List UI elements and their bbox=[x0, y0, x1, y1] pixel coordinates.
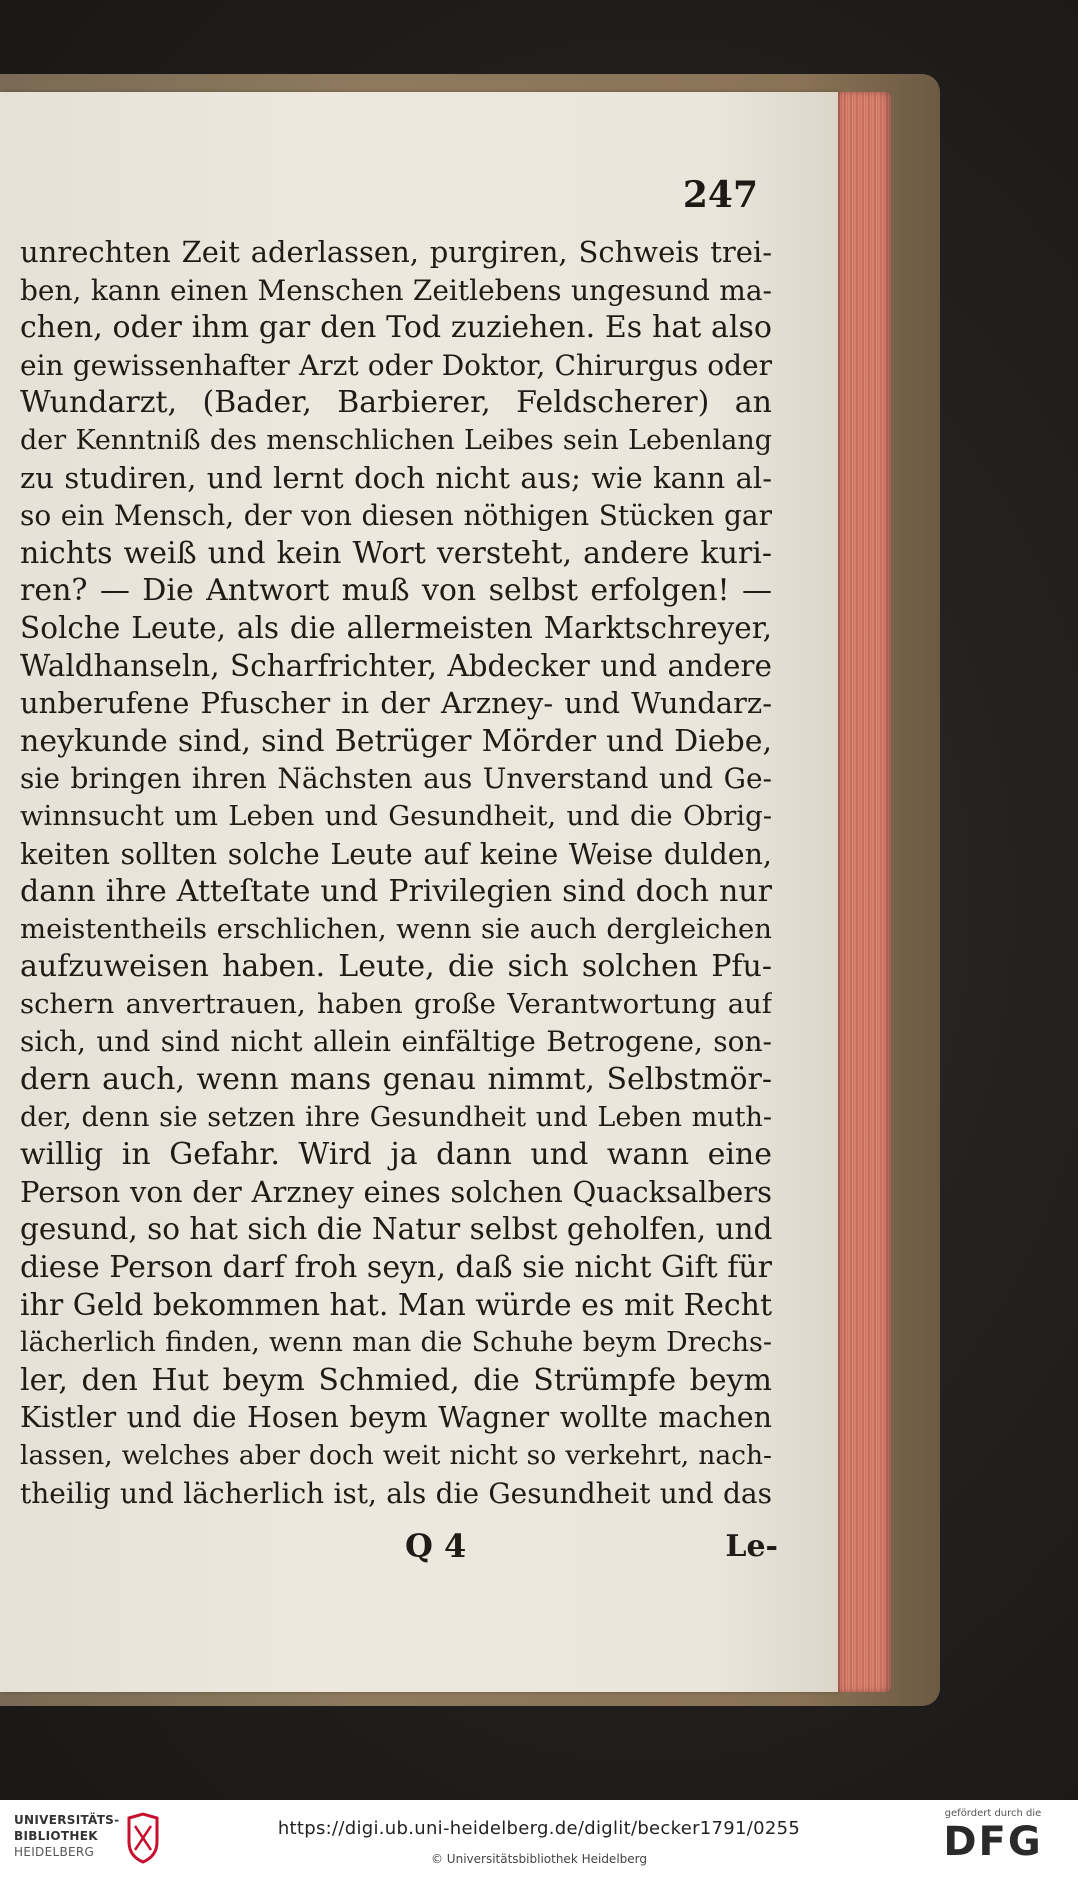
text-line: theilig und lächerlich ist, als die Gesundheit und das bbox=[20, 1476, 772, 1510]
text-line: neykunde sind, sind Betrüger Mörder und Diebe, bbox=[20, 723, 772, 759]
copyright-notice: © Universitätsbibliothek Heidelberg bbox=[430, 1852, 647, 1866]
funder-name: DFG bbox=[943, 1819, 1043, 1865]
funding-note: gefördert durch die bbox=[944, 1808, 1042, 1819]
text-line: lächerlich finden, wenn man die Schuhe beym Drechs- bbox=[20, 1327, 772, 1359]
text-line: gesund, so hat sich die Natur selbst geholfen, und bbox=[20, 1212, 772, 1247]
text-line: sie bringen ihren Nächsten aus Unverstand und Ge- bbox=[20, 762, 772, 796]
text-line: ein gewissenhafter Arzt oder Doktor, Chirurgus oder bbox=[20, 348, 772, 382]
text-line: winnsucht um Leben und Gesundheit, und die Obrig- bbox=[20, 799, 772, 832]
text-line: Person von der Arzney eines solchen Quacksalbers bbox=[20, 1174, 772, 1209]
dfg-logo[interactable] bbox=[928, 1808, 1058, 1865]
text-line: unberufene Pfuscher in der Arzney- und Wundarz- bbox=[20, 686, 772, 721]
text-line: chen, oder ihm gar den Tod zuziehen. Es hat also bbox=[20, 310, 772, 346]
text-line: ihr Geld bekommen hat. Man würde es mit Recht bbox=[20, 1287, 772, 1323]
text-line: aufzuweisen haben. Leute, die sich solchen Pfu- bbox=[20, 949, 772, 985]
page-edges bbox=[835, 92, 891, 1692]
text-line: nichts weiß und kein Wort versteht, andere kuri- bbox=[20, 535, 772, 571]
text-line: Solche Leute, als die allermeisten Marktschreyer, bbox=[20, 610, 772, 645]
library-name-line1: UNIVERSITÄTS- bbox=[14, 1813, 120, 1827]
text-line: zu studiren, und lernt doch nicht aus; wie kann al- bbox=[20, 460, 772, 495]
text-line: der, denn sie setzen ihre Gesundheit und Leben muth- bbox=[20, 1101, 772, 1133]
text-block bbox=[20, 234, 772, 1512]
text-line: so ein Mensch, der von diesen nöthigen Stücken gar bbox=[20, 499, 772, 533]
text-line: der Kenntniß des menschlichen Leibes sein Lebenlang bbox=[20, 424, 772, 456]
text-line: Wundarzt, (Bader, Barbierer, Feldscherer) an bbox=[20, 385, 772, 421]
text-line: unrechten Zeit aderlassen, purgiren, Schweis trei- bbox=[20, 235, 772, 269]
text-line: ler, den Hut beym Schmied, die Strümpfe beym bbox=[20, 1362, 772, 1398]
catchword: Le- bbox=[725, 1529, 778, 1564]
text-line: diese Person darf froh seyn, daß sie nicht Gift für bbox=[20, 1250, 772, 1286]
text-line: meistentheils erschlichen, wenn sie auch dergleichen bbox=[20, 912, 772, 945]
text-line: Kistler und die Hosen beym Wagner wollte machen bbox=[20, 1401, 772, 1435]
permalink-url[interactable]: https://digi.ub.uni-heidelberg.de/diglit/becker1791/0255 bbox=[277, 1818, 801, 1839]
text-line: schern anvertrauen, haben große Verantwortung auf bbox=[20, 987, 772, 1020]
signature-mark: Q 4 bbox=[405, 1527, 467, 1565]
text-line: Waldhanseln, Scharfrichter, Abdecker und andere bbox=[20, 648, 772, 683]
text-line: dern auch, wenn mans genau nimmt, Selbstmör- bbox=[20, 1062, 772, 1098]
text-line: dann ihre Atteſtate und Privilegien sind doch nur bbox=[20, 874, 772, 910]
text-line: willig in Gefahr. Wird ja dann und wann eine bbox=[20, 1137, 772, 1173]
library-name-line2: BIBLIOTHEK bbox=[14, 1829, 98, 1843]
text-line: ben, kann einen Menschen Zeitlebens ungesund ma- bbox=[20, 273, 772, 307]
footer-bar bbox=[0, 1800, 1078, 1879]
library-name-line3: HEIDELBERG bbox=[14, 1845, 95, 1859]
text-line: ren? — Die Antwort muß von selbst erfolgen! — bbox=[20, 573, 772, 609]
page-number: 247 bbox=[682, 174, 758, 216]
text-line: sich, und sind nicht allein einfältige Betrogene, son- bbox=[20, 1025, 772, 1059]
text-line: lassen, welches aber doch weit nicht so verkehrt, nach- bbox=[20, 1440, 772, 1471]
book-page bbox=[0, 92, 838, 1692]
text-line: keiten sollten solche Leute auf keine Weise dulden, bbox=[20, 837, 772, 871]
